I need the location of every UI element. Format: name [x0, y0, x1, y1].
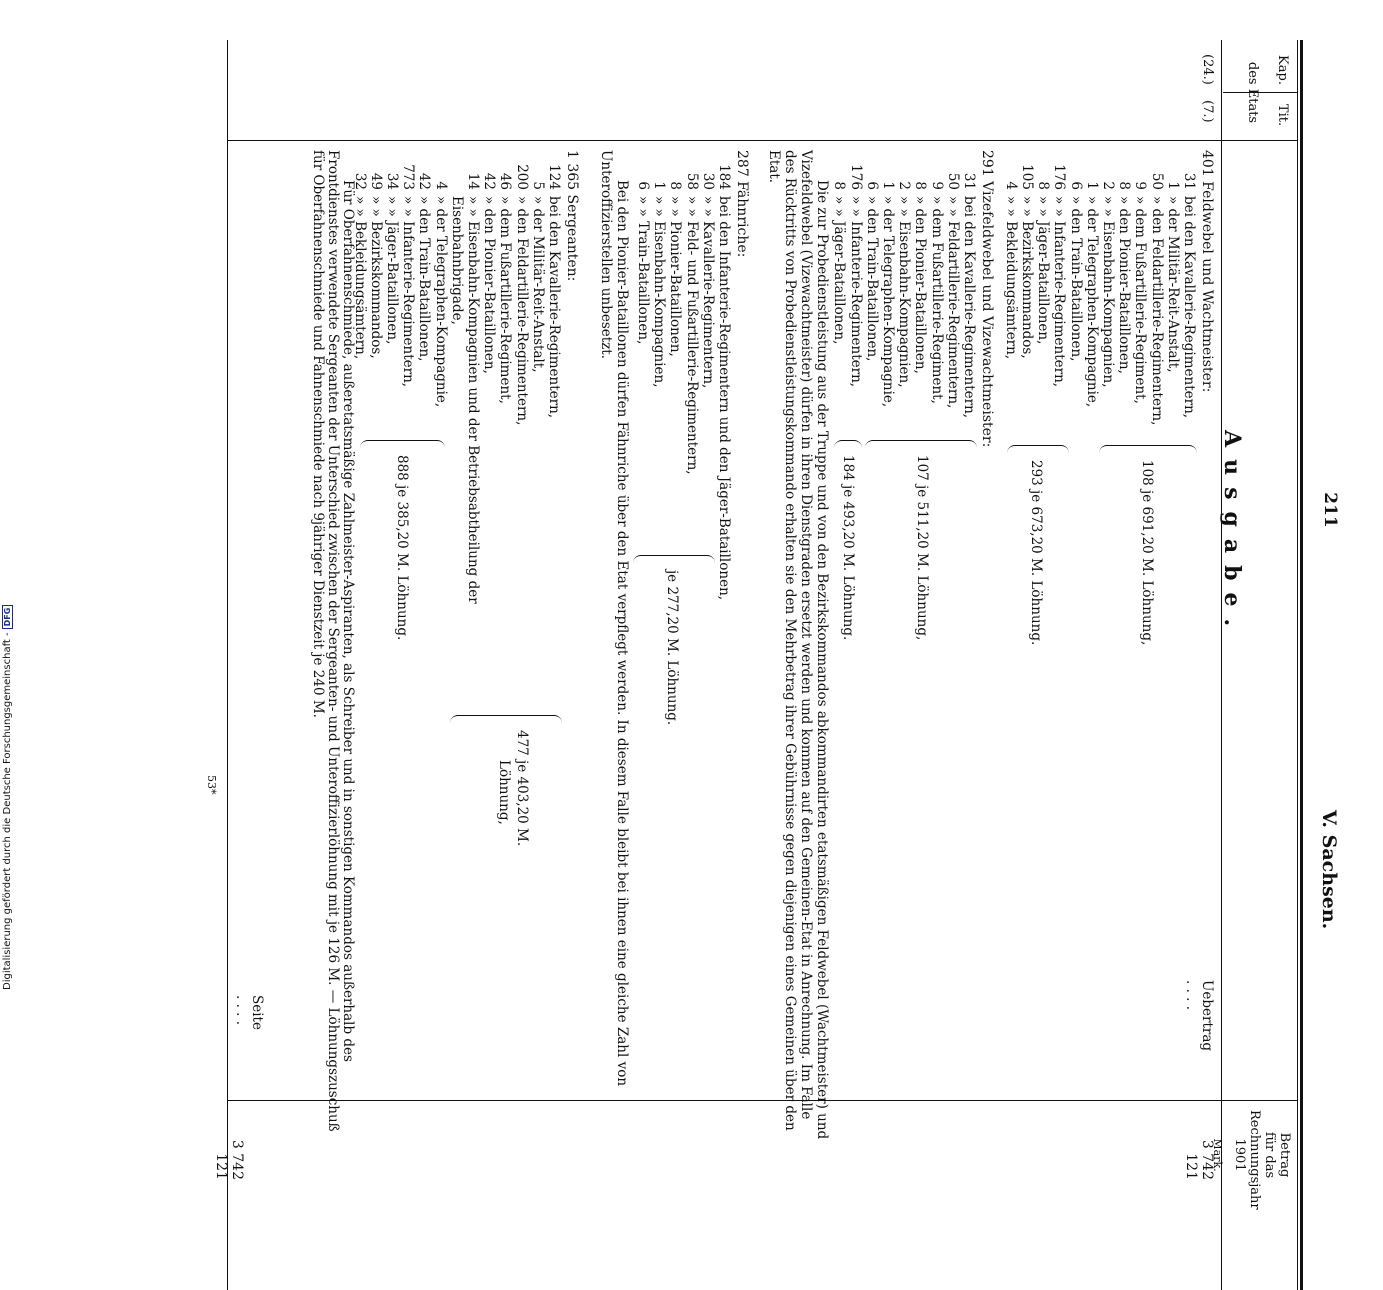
row-count: 31: [1181, 172, 1197, 190]
vizefeldwebel-heading: 291 Vizefeldwebel und Vizewachtmeister:: [979, 150, 995, 448]
row-text: bei den Infanterie-Regimentern und den Jäger-Bataillonen,: [716, 196, 732, 601]
row-text: » » Feld- und Fußartillerie-Regimentern,: [683, 196, 700, 475]
row-count: 31: [961, 172, 977, 190]
row-count: 14: [465, 172, 481, 190]
list-item: [848, 150, 864, 387]
sergeanten-brace-2: 888 je 385,20 M. Löhnung.: [394, 455, 410, 641]
row-count: 58: [683, 172, 700, 190]
col-tit: Tit.: [1275, 103, 1290, 127]
row-text: » » Infanterie-Regimentern,: [400, 196, 417, 388]
footer-rule: [227, 40, 228, 1290]
list-item: [449, 150, 465, 325]
row-count: 5: [529, 181, 546, 190]
row-text: » der Militär-Reit-Anstalt,: [529, 196, 546, 373]
row-text: » der Telegraphen-Kompagnie,: [432, 196, 449, 408]
row-text: bei den Kavallerie-Regimentern,: [961, 196, 977, 419]
sergeanten-heading: 1 365 Sergeanten:: [564, 150, 580, 282]
row-count: 6: [635, 181, 651, 190]
carry-over-label: Uebertrag . . . .: [1183, 980, 1215, 1052]
list-item: [1019, 150, 1035, 359]
list-item: [368, 150, 384, 359]
dfg-logo: DFG: [2, 605, 13, 630]
row-text: » » Jäger-Bataillonen,: [1035, 196, 1052, 345]
header-bottom-rule: [1221, 40, 1222, 1290]
row-text: » den Train-Bataillonen,: [416, 196, 433, 362]
list-item: [400, 150, 416, 387]
list-item: [546, 150, 562, 418]
list-item: [465, 150, 481, 604]
feldwebel-brace-1: 108 je 691,20 M. Löhnung,: [1139, 460, 1155, 646]
row-text: » » Infanterie-Regimentern,: [847, 196, 864, 388]
list-item: [416, 150, 432, 361]
list-item: [635, 150, 651, 344]
row-text: » » Train-Bataillonen,: [635, 196, 651, 345]
row-text: » dem Fußartillerie-Regiment,: [928, 196, 945, 404]
row-count: 8: [912, 181, 929, 190]
col-kap: Kap.: [1275, 55, 1290, 85]
rotated-page: [90, 40, 1340, 1210]
list-item: [1035, 150, 1051, 344]
row-text: » den Pionier-Bataillonen,: [1116, 196, 1133, 374]
list-item: [497, 150, 513, 404]
row-text: » der Telegraphen-Kompagnie,: [880, 196, 896, 408]
row-count: 34: [384, 172, 400, 190]
row-count: 9: [1132, 181, 1149, 190]
row-count: 46: [497, 172, 514, 190]
list-item: [514, 150, 530, 425]
amount-col-rule: [228, 1100, 1298, 1101]
list-item: [716, 150, 732, 600]
faehnriche-heading: 287 Fähnriche:: [734, 150, 750, 258]
row-count: 176: [847, 164, 864, 190]
row-text: » dem Fußartillerie-Regiment,: [497, 196, 514, 404]
row-count: 1: [651, 181, 668, 190]
signature-mark: 53*: [205, 775, 218, 795]
list-item: [912, 150, 928, 374]
list-item: [651, 150, 667, 388]
row-count: 42: [481, 172, 498, 190]
digitization-credit: [2, 0, 13, 990]
row-text: » » Jäger-Bataillonen,: [831, 196, 848, 345]
row-count: 8: [1116, 181, 1133, 190]
left-col-rule: [228, 140, 1298, 141]
row-count: 1: [1164, 181, 1181, 190]
list-item: [961, 150, 977, 418]
list-item: [700, 150, 716, 388]
row-count: 200: [513, 164, 530, 190]
list-item: [1181, 150, 1197, 418]
feldwebel-brace-2: 293 je 673,20 M. Löhnung.: [1028, 460, 1044, 646]
row-count: 6: [1067, 181, 1084, 190]
list-item: [1100, 150, 1116, 388]
list-item: [945, 150, 961, 408]
list-item: [530, 150, 546, 373]
list-item: [1051, 150, 1067, 387]
row-count: 773: [400, 164, 417, 190]
row-text: » den Pionier-Bataillonen,: [481, 196, 498, 374]
row-count: 2: [1100, 181, 1116, 190]
faehnriche-note: Bei den Pionier-Bataillonen dürfen Fähnriche über den Etat verpflegt werden. In diesem Falle bleibt bei ihnen eine gleiche Zahl von Unteroffizierstellen unbesetzt.: [598, 150, 630, 1087]
list-item: [1084, 150, 1100, 407]
row-count: 32: [351, 172, 368, 190]
footer-amount: 3 742 121: [213, 1139, 245, 1180]
row-count: 50: [1148, 172, 1165, 190]
col-des-etats: des Etats: [1245, 61, 1260, 124]
page-number: 211: [1320, 492, 1340, 528]
list-item: [880, 150, 896, 407]
list-item: [1132, 150, 1148, 404]
row-text: bei den Kavallerie-Regimentern,: [1181, 196, 1197, 419]
list-item: [384, 150, 400, 344]
row-text: » » Bezirkskommandos,: [1019, 196, 1035, 359]
row-text: » der Militär-Reit-Anstalt,: [1164, 196, 1181, 373]
list-item: [481, 150, 497, 374]
vizefeldwebel-note: Die zur Probedienstleistung aus der Truppe und von den Bezirkskommandos abkommandirten etatsmäßigen Feldwebel (Wachtmeister) und Vizefeldwebel (Vizewachtmeister) dürfen in ihren Dienstgraden ersetzt werden und kommen auf den Gemeinen-Etat in Anrechnung. Im Falle des Rücktritts von Probedienstleistungskommando erhalten sie den Mehrbetrag ihrer Gebührnisse gegen diejenigen eines Gemeinen über den Etat.: [766, 150, 830, 1140]
row-count: 6: [863, 181, 880, 190]
footer-label: Seite . . . .: [233, 995, 265, 1030]
list-item: [929, 150, 945, 404]
row-count: 105: [1019, 164, 1035, 190]
row-text: » der Telegraphen-Kompagnie,: [1083, 196, 1100, 408]
carry-over-amount: 3 742 121: [1183, 1139, 1215, 1180]
row-text: » » Bezirkskommandos,: [367, 196, 384, 359]
row-count: 8: [667, 181, 684, 190]
list-item: [684, 150, 700, 475]
row-text: » den Pionier-Bataillonen,: [912, 196, 929, 374]
row-text: » » Kavallerie-Regimentern,: [699, 196, 716, 389]
state-heading: V. Sachsen.: [1318, 810, 1340, 930]
row-count: 8: [831, 181, 848, 190]
sergeanten-brace-1: 477 je 403,20 M.: [514, 730, 530, 847]
col-betrag: Betrag für das Rechnungsjahr 1901: [1232, 1110, 1292, 1210]
faehnriche-brace: je 277,20 M. Löhnung.: [664, 570, 680, 726]
row-text: » » Pionier-Bataillonen,: [667, 196, 684, 357]
row-text: » » Eisenbahn-Kompagnien,: [1100, 196, 1116, 388]
list-item: [896, 150, 912, 388]
row-count: 4: [432, 181, 449, 190]
vizefeldwebel-brace-2: 184 je 493,20 M. Löhnung.: [840, 455, 856, 641]
row-text: » dem Fußartillerie-Regiment,: [1132, 196, 1149, 404]
row-text: » » Bekleidungsämtern,: [1002, 196, 1019, 360]
feldwebel-heading: 401 Feldwebel und Wachtmeister:: [1199, 150, 1215, 393]
row-count: 49: [367, 172, 384, 190]
ref-kap: (24.): [1200, 54, 1215, 85]
row-count: 1: [880, 181, 896, 190]
row-count: 8: [1035, 181, 1052, 190]
list-item: [831, 150, 847, 344]
row-text: bei den Kavallerie-Regimentern,: [546, 196, 562, 419]
row-count: 42: [416, 172, 433, 190]
ref-tit: (7.): [1200, 100, 1215, 123]
list-item: [1068, 150, 1084, 361]
top-rule-thin: [1297, 40, 1298, 1290]
row-text: » den Train-Bataillonen,: [1067, 196, 1084, 362]
row-text: » » Eisenbahn-Kompagnien,: [896, 196, 913, 388]
list-item: [667, 150, 683, 357]
sergeanten-brace-1b: Löhnung,: [496, 760, 512, 825]
row-count: 9: [928, 181, 945, 190]
row-count: 4: [1002, 181, 1019, 190]
row-count: 30: [699, 172, 716, 190]
row-count: 124: [546, 164, 562, 190]
row-count: 2: [896, 181, 913, 190]
row-count: 1: [1083, 181, 1100, 190]
row-text: » » Feldartillerie-Regimentern,: [944, 196, 961, 409]
row-count: 176: [1051, 164, 1068, 190]
row-text: » » Bekleidungsämtern,: [351, 196, 368, 360]
row-text: » » Infanterie-Regimentern,: [1051, 196, 1068, 388]
row-text: » » Eisenbahn-Kompagnien und der Betriebsabtheilung der: [465, 196, 481, 604]
row-text: » den Feldartillerie-Regimentern,: [513, 196, 530, 426]
row-text: » den Train-Bataillonen,: [863, 196, 880, 362]
row-text: » » Jäger-Bataillonen,: [384, 196, 400, 345]
list-item: [1165, 150, 1181, 373]
row-text: » den Feldartillerie-Regimentern,: [1148, 196, 1165, 426]
list-item: [1149, 150, 1165, 425]
list-item: [1003, 150, 1019, 359]
section-title: Ausgabe.: [1219, 430, 1245, 639]
credit-text: Digitalisierung gefördert durch die Deutsche Forschungsgemeinschaft -: [2, 632, 13, 990]
row-text: » » Eisenbahn-Kompagnien,: [651, 196, 668, 388]
col-mark: Mark.: [1211, 1138, 1224, 1172]
vizefeldwebel-brace-1: 107 je 511,20 M. Löhnung,: [914, 455, 930, 641]
row-count: 50: [944, 172, 961, 190]
row-text: Eisenbahnbrigade,: [448, 196, 465, 325]
top-rule: [1300, 40, 1303, 1290]
sergeanten-note: Für Oberfahnenschmiede, außeretatsmäßige Zahlmeister-Aspiranten, als Schreiber und in sonstigen Kommandos außerhalb des Frontdienstes verwendete Sergeanten der Unterschied zwischen der Sergeanten- und Unteroffizierlöhnung mit je 126 M. — Löhnungszuschuß für Oberfahnenschmiede und Fahnenschmiede nach 9jähriger Dienstzeit je 240 M.: [310, 150, 356, 1132]
list-item: [1116, 150, 1132, 374]
row-count: 184: [716, 164, 732, 190]
list-item: [864, 150, 880, 361]
list-item: [433, 150, 449, 407]
